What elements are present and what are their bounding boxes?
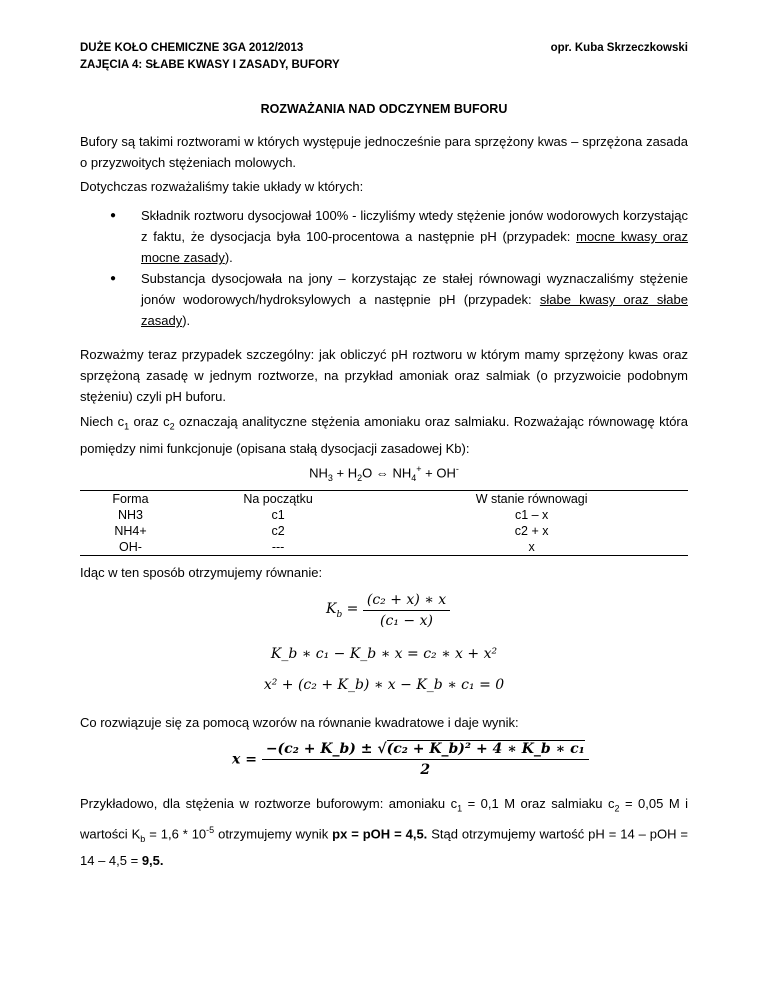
text: = 0,05 M i wartości K (80, 796, 689, 841)
subscript: b (140, 833, 146, 844)
equation-expanded: K_b ∗ c₁ − K_b ∗ x = c₂ ∗ x + x² (270, 646, 498, 662)
table-cell: c1 (271, 508, 285, 522)
equation-kb (326, 592, 450, 629)
reaction-equation (80, 459, 688, 489)
paragraph-solution-intro: Co rozwiązuje się za pomocą wzorów na równanie kwadratowe i daje wynik: (80, 715, 519, 730)
fraction (363, 592, 450, 629)
paragraph-concentrations (80, 411, 688, 459)
table-cell: OH- (80, 539, 181, 556)
equilibrium-table (80, 490, 688, 556)
superscript: -5 (206, 824, 215, 835)
text: −(c₂ + K_b) ± (265, 741, 378, 757)
table-header: Na początku (181, 491, 375, 508)
table-row (80, 523, 688, 539)
paragraph-systems: Dotychczas rozważaliśmy takie układy w których: (80, 179, 364, 194)
text: = 1,6 * 10 (145, 825, 207, 841)
text: = 0,1 M oraz salmiaku c (462, 796, 615, 811)
text: K (326, 601, 337, 618)
paragraph-buffer-case: Rozważmy teraz przypadek szczególny: jak obliczyć pH roztworu w którym mamy sprzężony kwas oraz sprzężoną zasadę w jednym roztworze, na przykład amoniak oraz salmiak (o przyzwoicie podobnym stężeniu) czyli pH buforu. (80, 347, 688, 404)
sqrt-icon: √ (377, 741, 387, 757)
table-cell: x (375, 539, 688, 556)
paragraph-equation-intro: Idąc w ten sposób otrzymujemy równanie: (80, 565, 323, 580)
equation-quadratic: x² + (c₂ + K_b) ∗ x − K_b ∗ c₁ = 0 (263, 677, 505, 693)
subscript: 1 (124, 421, 130, 432)
bullet-item-weak (141, 268, 688, 331)
subscript: b (336, 609, 343, 620)
bullet-item-strong (141, 205, 688, 268)
result-ph: 9,5. (141, 852, 164, 868)
paragraph-intro: Bufory są takimi roztworami w których występuje jednocześnie para sprzężony kwas – sprzężona zasada o przyzwoitych stężeniach molowych. (80, 134, 688, 170)
table-cell: NH4+ (114, 524, 147, 538)
table-row (80, 539, 688, 556)
text: NH (309, 465, 328, 481)
text: oraz c (129, 414, 170, 429)
denominator: 2 (420, 762, 431, 778)
superscript: - (455, 464, 459, 474)
table-cell: NH3 (117, 508, 143, 522)
page-title: ROZWAŻANIA NAD ODCZYNEM BUFORU (260, 102, 508, 116)
table-cell: --- (181, 539, 375, 556)
table-header: W stanie równowagi (375, 491, 688, 508)
bullet-icon: ● (110, 273, 117, 284)
equation-solution (232, 741, 589, 778)
fraction (262, 741, 589, 778)
paragraph-example (80, 793, 688, 871)
header-left (80, 40, 340, 74)
bullet-text: Substancja dysocjowała na jony – korzystając ze stałej równowagi wyznaczaliśmy stężenie jonów wodorowych/hydroksylowych a następnie pH (przypadek: (141, 271, 688, 307)
subscript: 4 (411, 472, 417, 483)
subscript: 2 (357, 472, 363, 483)
bullet-end: ). (224, 250, 233, 265)
text: + OH (421, 465, 456, 481)
eq-lhs: $K_b$ = (326, 601, 359, 620)
table-header-row (80, 491, 688, 508)
bullet-underlined: słabe kwasy oraz słabe zasady (141, 292, 688, 328)
text: otrzymujemy wynik (214, 825, 333, 841)
text: O ⇔ NH (362, 465, 412, 481)
header-course: DUŻE KOŁO CHEMICZNE 3GA 2012/2013 (80, 42, 304, 54)
table-header: Forma (80, 491, 181, 508)
numerator: (c₂ + x) ∗ x (363, 592, 450, 611)
superscript: + (416, 464, 422, 474)
subscript: 1 (457, 803, 463, 814)
subscript: 2 (614, 803, 620, 814)
bullet-end: ). (182, 313, 191, 328)
table-cell: c1 – x (514, 508, 549, 522)
result-poh: px = pOH = 4,5. (332, 825, 428, 841)
header-lesson: ZAJĘCIA 4: SŁABE KWASY I ZASADY, BUFORY (80, 59, 340, 71)
text: oznaczają analityczne stężenia amoniaku oraz salmiaku. Rozważając równowagę która pomiędzy nimi funkcjonuje (opisana stałą dysocjacji zasadowej Kb): (80, 414, 688, 456)
table-cell: c2 + x (514, 524, 549, 538)
bullet-text: Składnik roztworu dysocjował 100% - liczyliśmy wtedy stężenie jonów wodorowych korzystając z faktu, że dysocjacja była 100-procentowa a następnie pH (przypadek: (141, 208, 688, 244)
bullet-underlined: mocne kwasy oraz mocne zasady (141, 229, 688, 265)
table-row (80, 507, 688, 523)
header-author: opr. Kuba Skrzeczkowski (550, 42, 688, 54)
text: + H (332, 465, 358, 481)
subscript: 2 (169, 421, 175, 432)
bullet-icon: ● (110, 210, 117, 221)
text: Przykładowo, dla stężenia w roztworze buforowym: amoniaku c (80, 796, 458, 811)
radicand: (c₂ + K_b)² + 4 ∗ K_b ∗ c₁ (386, 741, 585, 757)
text: Stąd otrzymujemy wartość pH = 14 – pOH = 14 – 4,5 = (80, 825, 688, 868)
table-cell: c2 (271, 524, 285, 538)
text: Niech c (80, 414, 125, 429)
eq-lhs: x = (232, 751, 257, 768)
denominator: (c₁ − x) (380, 613, 433, 629)
subscript: 3 (327, 472, 333, 483)
numerator (262, 741, 589, 760)
